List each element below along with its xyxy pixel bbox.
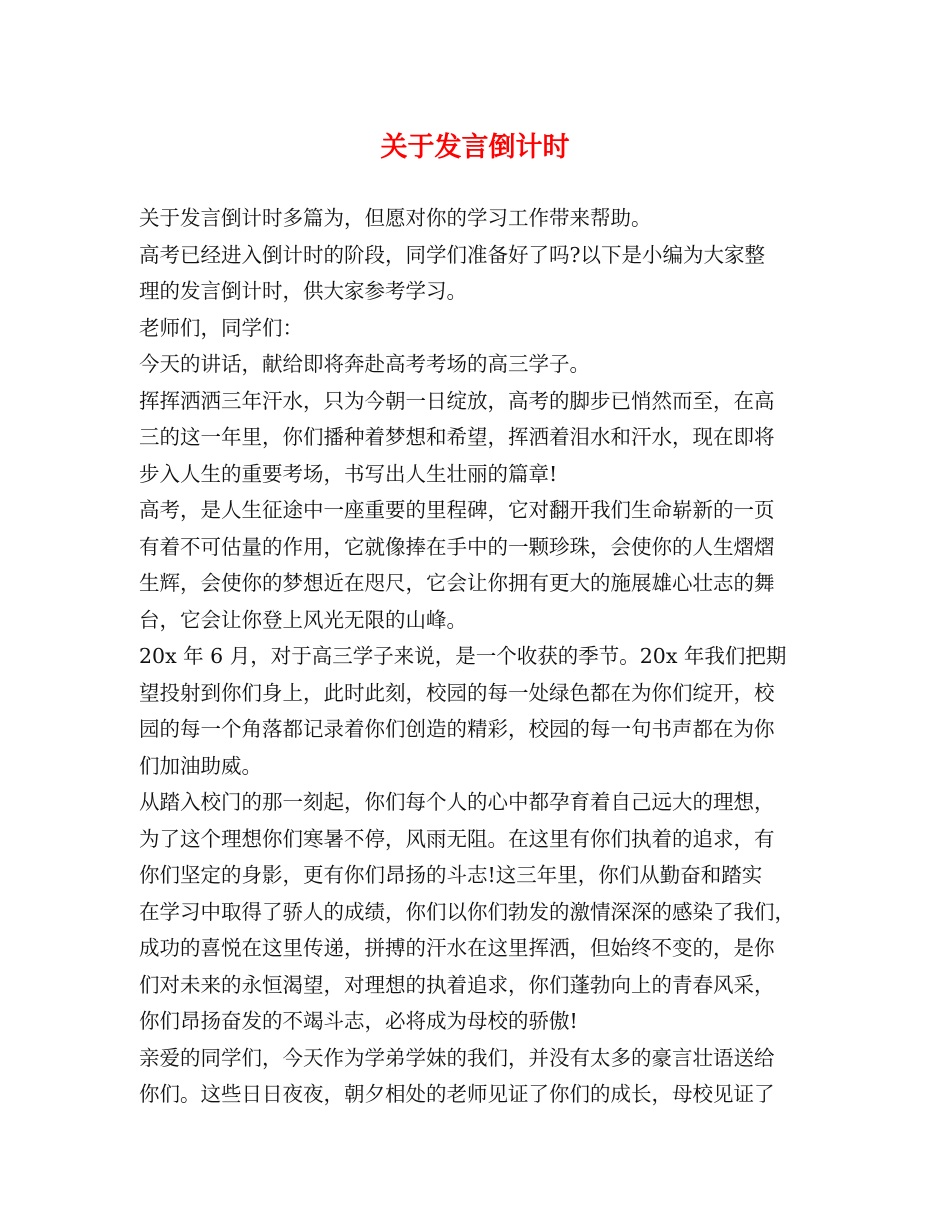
- text-line: 你们坚定的身影，更有你们昂扬的斗志!这三年里，你们从勤奋和踏实: [139, 863, 763, 887]
- text-line: 高考已经进入倒计时的阶段，同学们准备好了吗?以下是小编为大家整: [139, 242, 765, 267]
- text-line: 你们昂扬奋发的不竭斗志，必将成为母校的骄傲!: [139, 1009, 578, 1033]
- text-line: 们对未来的永恒渴望，对理想的执着追求，你们蓬勃向上的青春风采，: [139, 972, 775, 997]
- text-line: 步入人生的重要考场，书写出人生壮丽的篇章!: [139, 461, 558, 486]
- text-line: 台，它会让你登上风光无限的山峰。: [139, 607, 467, 632]
- text-line: 理的发言倒计时，供大家参考学习。: [139, 279, 467, 303]
- text-line: 20x 年 6 月，对于高三学子来说，是一个收获的季节。20x 年我们把期: [139, 644, 787, 668]
- text-line: 们加油助威。: [139, 753, 262, 778]
- text-line: 你们。这些日日夜夜，朝夕相处的老师见证了你们的成长，母校见证了: [139, 1082, 775, 1106]
- text-line: 挥挥洒洒三年汗水，只为今朝一日绽放，高考的脚步已悄然而至，在高: [139, 388, 775, 413]
- text-line: 从踏入校门的那一刻起，你们每个人的心中都孕育着自己远大的理想，: [139, 790, 775, 814]
- text-line: 成功的喜悦在这里传递，拼搏的汗水在这里挥洒，但始终不变的，是你: [139, 936, 775, 960]
- text-line: 关于发言倒计时多篇为，但愿对你的学习工作带来帮助。: [139, 206, 652, 230]
- text-line: 亲爱的同学们，今天作为学弟学妹的我们，并没有太多的豪言壮语送给: [139, 1045, 775, 1070]
- text-line: 在学习中取得了骄人的成绩，你们以你们勃发的激情深深的感染了我们，: [139, 899, 795, 924]
- text-line: 生辉，会使你的梦想近在咫尺，它会让你拥有更大的施展雄心壮志的舞: [139, 571, 775, 595]
- text-line: 高考，是人生征途中一座重要的里程碑，它对翻开我们生命崭新的一页: [139, 498, 775, 522]
- text-line: 为了这个理想你们寒暑不停，风雨无阻。在这里有你们执着的追求，有: [139, 826, 775, 851]
- text-line: 园的每一个角落都记录着你们创造的精彩，校园的每一句书声都在为你: [139, 717, 775, 741]
- text-line: 今天的讲话，献给即将奔赴高考考场的高三学子。: [139, 352, 590, 376]
- text-line: 有着不可估量的作用，它就像捧在手中的一颗珍珠，会使你的人生熠熠: [139, 534, 775, 559]
- document-body: [139, 200, 829, 1113]
- text-line: 三的这一年里，你们播种着梦想和希望，挥洒着泪水和汗水，现在即将: [139, 425, 775, 449]
- document-title: 关于发言倒计时: [380, 132, 570, 163]
- text-line: 老师们，同学们：: [139, 315, 303, 340]
- text-line: 望投射到你们身上，此时此刻，校园的每一处绿色都在为你们绽开，校: [139, 680, 775, 705]
